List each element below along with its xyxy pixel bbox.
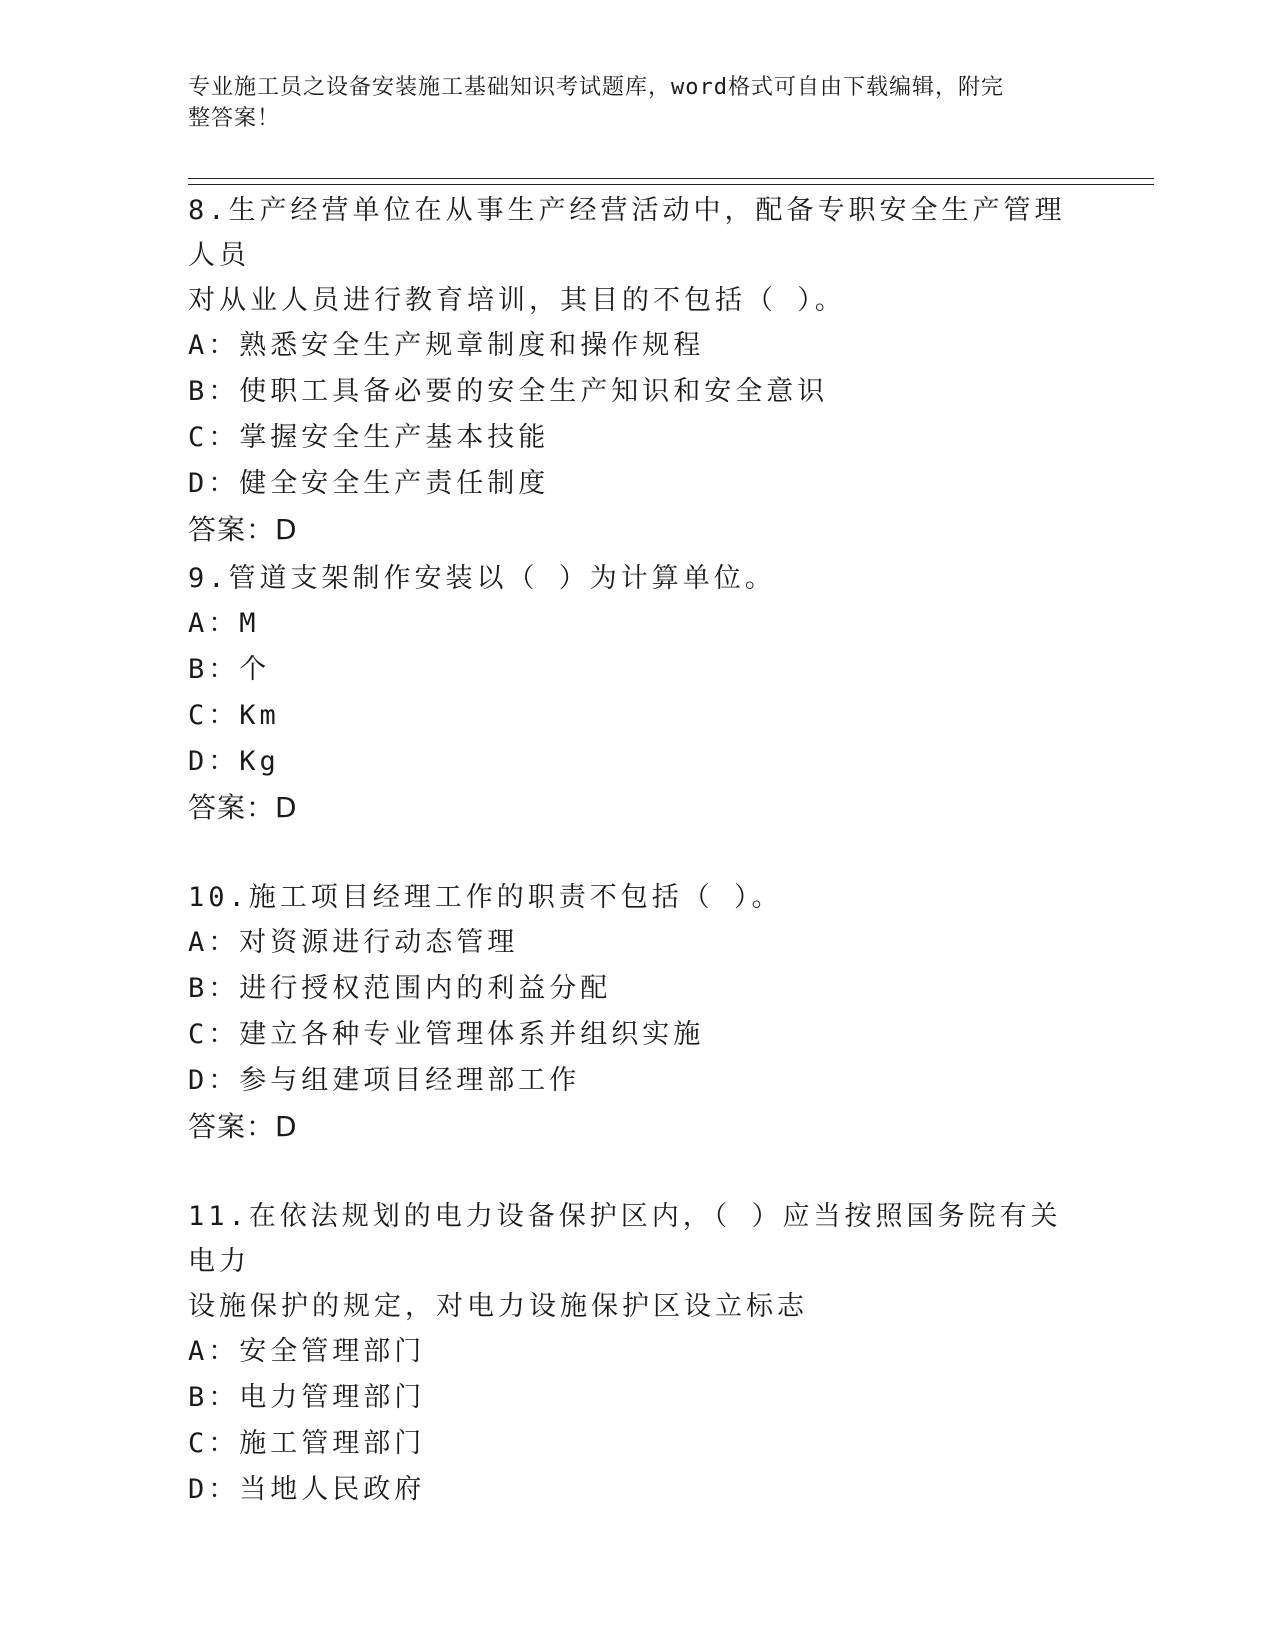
option-c: C：建立各种专业管理体系并组织实施 <box>188 1019 705 1050</box>
question-10 <box>188 875 1088 1150</box>
answer: 答案：D <box>188 1110 298 1143</box>
question-11 <box>188 1194 1088 1513</box>
stem-line: 设施保护的规定，对电力设施保护区设立标志 <box>188 1291 808 1322</box>
option-b: B：个 <box>188 654 271 685</box>
stem-line: 8.生产经营单位在从事生产经营活动中，配备专职安全生产管理人员 <box>188 195 1066 271</box>
option-d: D：参与组建项目经理部工作 <box>188 1065 581 1096</box>
question-8 <box>188 188 1088 553</box>
document-header <box>188 72 1068 134</box>
stem-line: 10.施工项目经理工作的职责不包括（ ）。 <box>188 882 783 913</box>
option-a: A：熟悉安全生产规章制度和操作规程 <box>188 330 705 361</box>
option-c: C：施工管理部门 <box>188 1428 426 1459</box>
header-line: 整答案！ <box>188 106 281 131</box>
option-c: C：掌握安全生产基本技能 <box>188 422 550 453</box>
option-d: D：当地人民政府 <box>188 1474 426 1505</box>
option-d: D：Kg <box>188 746 280 777</box>
answer: 答案：D <box>188 513 298 546</box>
option-a: A：对资源进行动态管理 <box>188 927 519 958</box>
stem-line: 9.管道支架制作安装以（ ）为计算单位。 <box>188 563 776 594</box>
question-9 <box>188 556 1088 831</box>
header-line: 专业施工员之设备安装施工基础知识考试题库，word格式可自由下载编辑，附完 <box>188 75 1004 100</box>
stem-line: 11.在依法规划的电力设备保护区内，（ ）应当按照国务院有关电力 <box>188 1201 1062 1277</box>
header-divider <box>188 184 1154 185</box>
option-b: B：进行授权范围内的利益分配 <box>188 973 612 1004</box>
option-b: B：电力管理部门 <box>188 1382 426 1413</box>
question-stem <box>188 188 1088 323</box>
header-divider <box>188 178 1154 179</box>
option-a: A：M <box>188 608 260 639</box>
question-stem <box>188 875 1088 920</box>
answer: 答案：D <box>188 791 298 824</box>
question-stem <box>188 556 1088 601</box>
question-stem <box>188 1194 1088 1329</box>
option-b: B：使职工具备必要的安全生产知识和安全意识 <box>188 376 829 407</box>
option-c: C：Km <box>188 700 280 731</box>
option-d: D：健全安全生产责任制度 <box>188 468 550 499</box>
stem-line: 对从业人员进行教育培训，其目的不包括（ ）。 <box>188 285 846 316</box>
option-a: A：安全管理部门 <box>188 1336 426 1367</box>
